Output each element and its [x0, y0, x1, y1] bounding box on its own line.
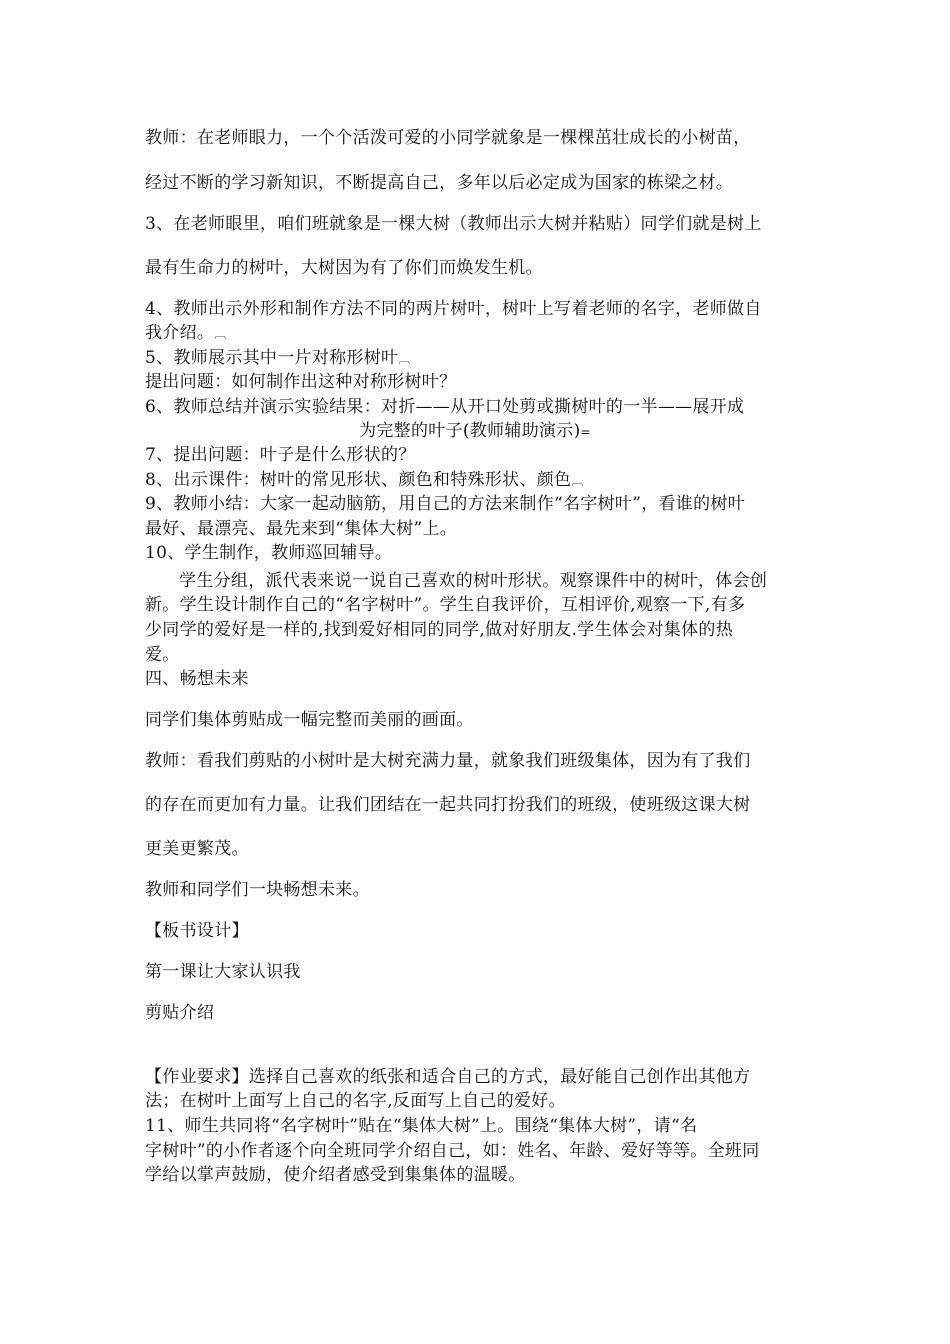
text-line: 教师：看我们剪贴的小树叶是大树充满力量，就象我们班级集体，因为有了我们 [145, 751, 751, 771]
text-line: 10、学生制作，教师巡回辅导。 [145, 543, 393, 563]
text-line: 字树叶”的小作者逐个向全班同学介绍自己，如：姓名、年龄、爱好等等。全班同 [145, 1141, 760, 1161]
text-line: 7、提出问题：叶子是什么形状的？ [145, 445, 416, 465]
correction-mark: = [580, 425, 591, 439]
text-line: 提出问题：如何制作出这种对称形树叶？ [145, 372, 457, 392]
text-line: 6、教师总结并演示实验结果：对折——从开口处剪或撕树叶的一半——展开成 [145, 397, 745, 417]
text-line: 爱。 [145, 645, 180, 665]
text-line: 8、出示课件：树叶的常见形状、颜色和特殊形状、颜色︹ [145, 470, 584, 490]
correction-mark: ︹ [398, 352, 411, 366]
section-heading: 【板书设计】 [145, 921, 249, 941]
text-line: 9、教师小结：大家一起动脑筋，用自己的方法来制作“名字树叶”，看谁的树叶 [145, 494, 745, 514]
text-line: 的存在而更加有力量。让我们团结在一起共同打扮我们的班级，使班级这课大树 [145, 795, 751, 815]
text-line: 3、在老师眼里，咱们班就象是一棵大树（教师出示大树并粘贴）同学们就是树上 [145, 214, 762, 234]
text-line: 学生分组，派代表来说一说自己喜欢的树叶形状。观察课件中的树叶，体会创 [179, 571, 768, 591]
text-line: 我介绍。︹ [145, 323, 227, 343]
text-line: 同学们集体剪贴成一幅完整而美丽的画面。 [145, 710, 474, 730]
text-line: 法；在树叶上面写上自己的名字,反面写上自己的爱好。 [145, 1091, 566, 1111]
text-line: 学给以掌声鼓励，使介绍者感受到集集体的温暖。 [145, 1165, 526, 1185]
text-line: 少同学的爱好是一样的,找到爱好相同的同学,做对好朋友.学生体会对集体的热 [145, 620, 734, 640]
text-line: 最好、最漂亮、最先来到“集体大树”上。 [145, 519, 458, 539]
text-line: 5、教师展示其中一片对称形树叶︹ [145, 348, 411, 368]
text-line: 经过不断的学习新知识，不断提高自己，多年以后必定成为国家的栋梁之材。 [145, 173, 734, 193]
text-line: 第一课让大家认识我 [145, 962, 301, 982]
text-line: 为完整的叶子(教师辅助演示)= [359, 421, 591, 441]
text-line: 教师：在老师眼力，一个个活泼可爱的小同学就象是一棵棵茁壮成长的小树苗， [145, 128, 751, 148]
text-line: 11、师生共同将“名字树叶”贴在“集体大树”上。围绕“集体大树”，请“名 [145, 1116, 698, 1136]
correction-mark: ︹ [214, 327, 227, 341]
text-line: 最有生命力的树叶，大树因为有了你们而焕发生机。 [145, 258, 543, 278]
text-line: 4、教师出示外形和制作方法不同的两片树叶，树叶上写着老师的名字，老师做自 [145, 299, 762, 319]
text-line: 剪贴介绍 [145, 1003, 215, 1023]
text-line: 教师和同学们一块畅想未来。 [145, 880, 370, 900]
text-line: 【作业要求】选择自己喜欢的纸张和适合自己的方式，最好能自己创作出其他方 [145, 1067, 751, 1087]
section-heading: 四、畅想未来 [145, 669, 249, 689]
text-line: 更美更繁茂。 [145, 839, 249, 859]
text-line: 新。学生设计制作自己的“名字树叶”。学生自我评价，互相评价,观察一下,有多 [145, 595, 746, 615]
correction-mark: ︹ [571, 474, 584, 488]
